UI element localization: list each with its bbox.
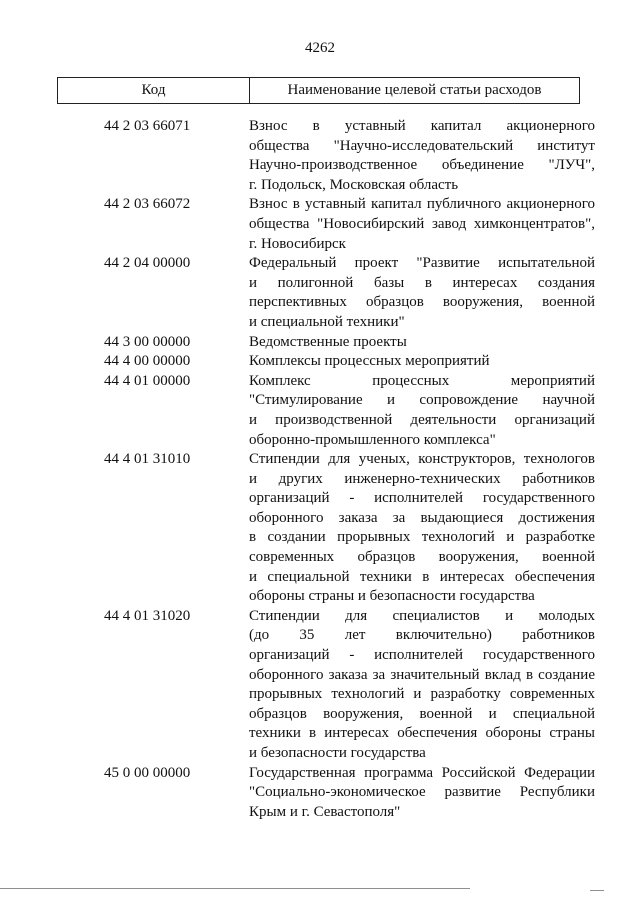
- row-name-line: и полигонной базы в интересах создания: [249, 274, 595, 291]
- row-code: 44 2 03 66071: [104, 118, 191, 134]
- row-name-line: Ведомственные проекты: [249, 333, 407, 350]
- row-name-line: прорывных технологий и разработку современных: [249, 686, 595, 703]
- row-name-line: и специальной техники": [249, 313, 405, 330]
- row-name-line: Федеральный проект "Развитие испытательной: [249, 255, 595, 272]
- row-code: 44 4 01 31010: [104, 451, 191, 468]
- row-code: 44 4 00 00000: [104, 353, 191, 370]
- row-name-line: "Социально-экономическое развитие Республики: [249, 784, 595, 801]
- row-code: 44 2 03 66072: [104, 196, 191, 213]
- row-name-line: оборонного заказа за выдающиеся достижения: [249, 509, 595, 526]
- row-name-line: образцов вооружения, военной и специальной: [249, 705, 595, 722]
- row-name-line: Крым и г. Севастополя": [249, 803, 401, 820]
- table-row: [0, 333, 640, 353]
- row-name-line: Комплексы процессных мероприятий: [249, 353, 490, 370]
- row-name: [249, 352, 595, 372]
- table-row: [0, 607, 640, 764]
- row-name-line: обороны страны и безопасности государства: [249, 588, 535, 605]
- row-name-line: Научно-производственное объединение "ЛУЧ",: [249, 157, 595, 174]
- row-name: [249, 372, 595, 450]
- row-name-line: г. Подольск, Московская область: [249, 176, 459, 193]
- row-name-line: оборонного заказа за значительный вклад в создание: [249, 666, 595, 683]
- row-name-line: г. Новосибирск: [249, 235, 346, 252]
- row-name: [249, 764, 595, 823]
- table-row: [0, 195, 640, 254]
- row-name: [249, 450, 595, 607]
- scan-edge-line: [0, 888, 470, 889]
- table-row: [0, 764, 640, 823]
- row-code: 44 4 01 00000: [104, 372, 191, 389]
- row-name-line: техники в интересах обеспечения обороны страны: [249, 725, 595, 742]
- row-code: 44 4 01 31020: [104, 607, 191, 624]
- row-name: [249, 195, 595, 254]
- table-row: [0, 254, 640, 332]
- row-name-line: Взнос в уставный капитал публичного акционерного: [249, 196, 595, 213]
- row-name-line: перспективных образцов вооружения, военной: [249, 294, 595, 311]
- row-name-line: оборонно-промышленного комплекса": [249, 431, 496, 448]
- row-name: [249, 117, 595, 195]
- row-code: 44 3 00 00000: [104, 333, 191, 350]
- row-name: [249, 333, 595, 353]
- row-name-line: Стипендии для ученых, конструкторов, технологов: [249, 451, 595, 468]
- row-name-line: Взнос в уставный капитал акционерного: [249, 118, 595, 134]
- row-name-line: в создании прорывных технологий и разработке: [249, 529, 595, 546]
- row-name-line: общества "Научно-исследовательский институт: [249, 137, 595, 154]
- table-row: [0, 450, 640, 607]
- table-row: [0, 352, 640, 372]
- row-name-line: Стипендии для специалистов и молодых: [249, 607, 595, 624]
- table-row: [0, 372, 640, 450]
- scan-edge-mark: [590, 890, 604, 891]
- table-row: [0, 117, 640, 195]
- row-name-line: организаций - исполнителей государственного: [249, 647, 595, 664]
- row-name-line: "Стимулирование и сопровождение научной: [249, 392, 595, 409]
- row-name-line: современных образцов вооружения, военной: [249, 549, 595, 566]
- row-name-line: и специальной техники в интересах обеспечения: [249, 568, 595, 585]
- row-name-line: и безопасности государства: [249, 745, 426, 761]
- row-name-line: (до 35 лет включительно) работников: [249, 627, 595, 644]
- row-name: [249, 254, 595, 332]
- row-name-line: общества "Новосибирский завод химконцентратов",: [249, 215, 595, 232]
- row-name-line: организаций - исполнителей государственного: [249, 490, 595, 507]
- table-header: [57, 77, 580, 104]
- row-code: 44 2 04 00000: [104, 255, 191, 272]
- row-name-line: Государственная программа Российской Федерации: [249, 764, 595, 781]
- page-number: 4262: [305, 40, 335, 56]
- row-name-line: и производственной деятельности организаций: [249, 411, 595, 428]
- row-name-line: и других инженерно-технических работников: [249, 470, 595, 487]
- header-code: Код: [58, 78, 250, 103]
- table-body: [0, 117, 640, 822]
- row-name: [249, 607, 595, 764]
- row-code: 45 0 00 00000: [104, 764, 191, 781]
- header-name: Наименование целевой статьи расходов: [287, 82, 542, 98]
- row-name-line: Комплекс процессных мероприятий: [249, 372, 595, 389]
